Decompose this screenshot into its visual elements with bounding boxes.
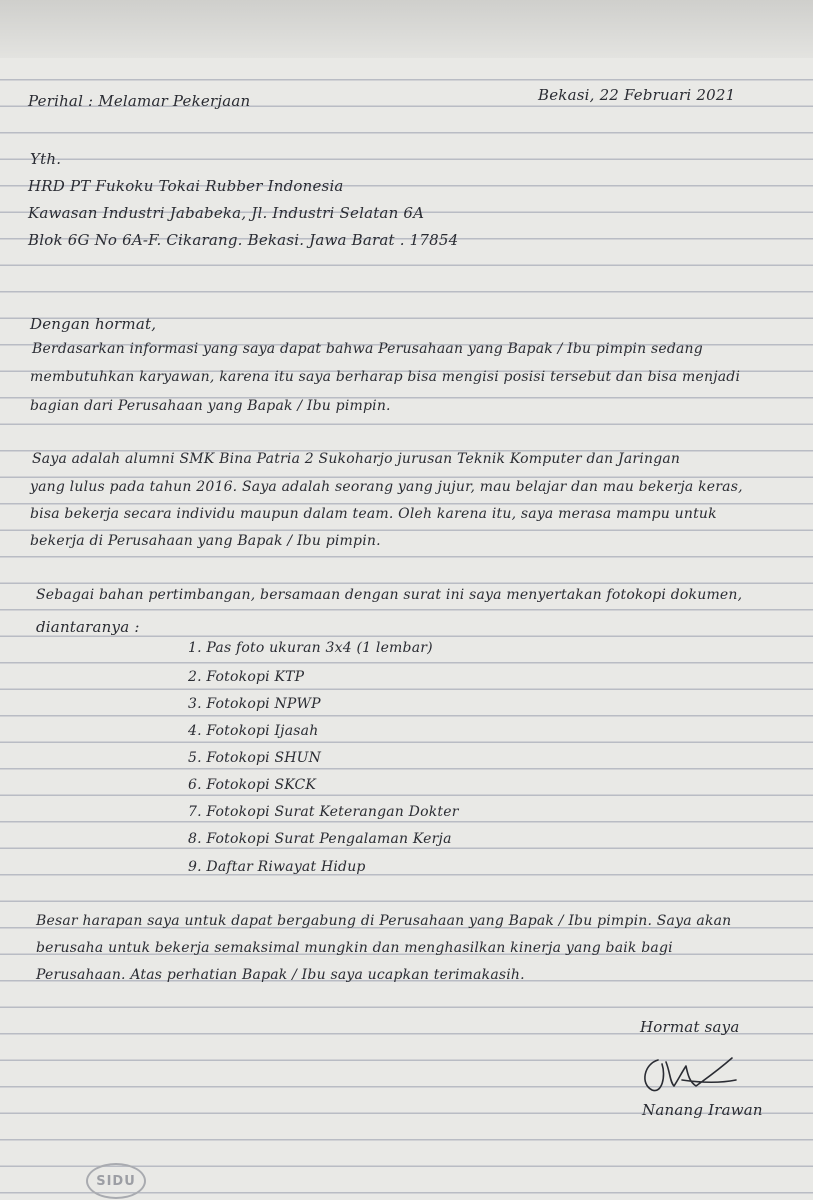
signer-name: Nanang Irawan xyxy=(642,1101,763,1119)
paragraph-line: Berdasarkan informasi yang saya dapat bahwa Perusahaan yang Bapak / Ibu pimpin sedang xyxy=(32,341,703,357)
attachment-item: 4. Fotokopi Ijasah xyxy=(188,723,319,739)
salutation: Dengan hormat, xyxy=(30,315,157,333)
closing-line: berusaha untuk bekerja semaksimal mungkin dan menghasilkan kinerja yang baik bagi xyxy=(36,940,673,956)
attachment-item: 1. Pas foto ukuran 3x4 (1 lembar) xyxy=(188,640,433,656)
signature-icon xyxy=(636,1050,746,1100)
attachment-item: 7. Fotokopi Surat Keterangan Dokter xyxy=(188,804,459,820)
paragraph-line: Saya adalah alumni SMK Bina Patria 2 Sukoharjo jurusan Teknik Komputer dan Jaringan xyxy=(32,451,681,467)
attachment-item: 6. Fotokopi SKCK xyxy=(188,777,317,793)
paragraph-line: Sebagai bahan pertimbangan, bersamaan dengan surat ini saya menyertakan fotokopi dokumen, xyxy=(36,587,743,603)
recipient-line: Kawasan Industri Jababeka, Jl. Industri Selatan 6A xyxy=(28,204,425,222)
regards: Hormat saya xyxy=(640,1018,740,1036)
paragraph-line: yang lulus pada tahun 2016. Saya adalah seorang yang jujur, mau belajar dan mau bekerja keras, xyxy=(30,479,743,495)
paragraph-line: membutuhkan karyawan, karena itu saya berharap bisa mengisi posisi tersebut dan bisa menjadi xyxy=(30,369,741,385)
stamp-text: SIDU xyxy=(96,1173,136,1189)
paragraph-line: diantaranya : xyxy=(36,618,140,636)
recipient-line: HRD PT Fukoku Tokai Rubber Indonesia xyxy=(28,177,344,195)
closing-line: Besar harapan saya untuk dapat bergabung di Perusahaan yang Bapak / Ibu pimpin. Saya akan xyxy=(36,913,732,929)
attachment-item: 5. Fotokopi SHUN xyxy=(188,750,322,766)
stamp-logo-icon xyxy=(86,1163,146,1199)
attachment-item: 3. Fotokopi NPWP xyxy=(188,696,321,712)
closing-line: Perusahaan. Atas perhatian Bapak / Ibu saya ucapkan terimakasih. xyxy=(36,967,525,983)
recipient-line: Blok 6G No 6A-F. Cikarang. Bekasi. Jawa Barat . 17854 xyxy=(28,231,459,249)
paragraph-line: bagian dari Perusahaan yang Bapak / Ibu pimpin. xyxy=(30,398,391,414)
attachment-item: 2. Fotokopi KTP xyxy=(188,669,305,685)
paragraph-line: bekerja di Perusahaan yang Bapak / Ibu pimpin. xyxy=(30,533,381,549)
top-margin-band xyxy=(0,0,813,58)
attachment-item: 9. Daftar Riwayat Hidup xyxy=(188,859,366,875)
recipient-line: Yth. xyxy=(30,150,62,168)
place-date: Bekasi, 22 Februari 2021 xyxy=(538,86,736,104)
attachment-item: 8. Fotokopi Surat Pengalaman Kerja xyxy=(188,831,452,847)
paragraph-line: bisa bekerja secara individu maupun dalam team. Oleh karena itu, saya merasa mampu untuk xyxy=(30,506,717,522)
subject-line: Perihal : Melamar Pekerjaan xyxy=(28,92,251,110)
